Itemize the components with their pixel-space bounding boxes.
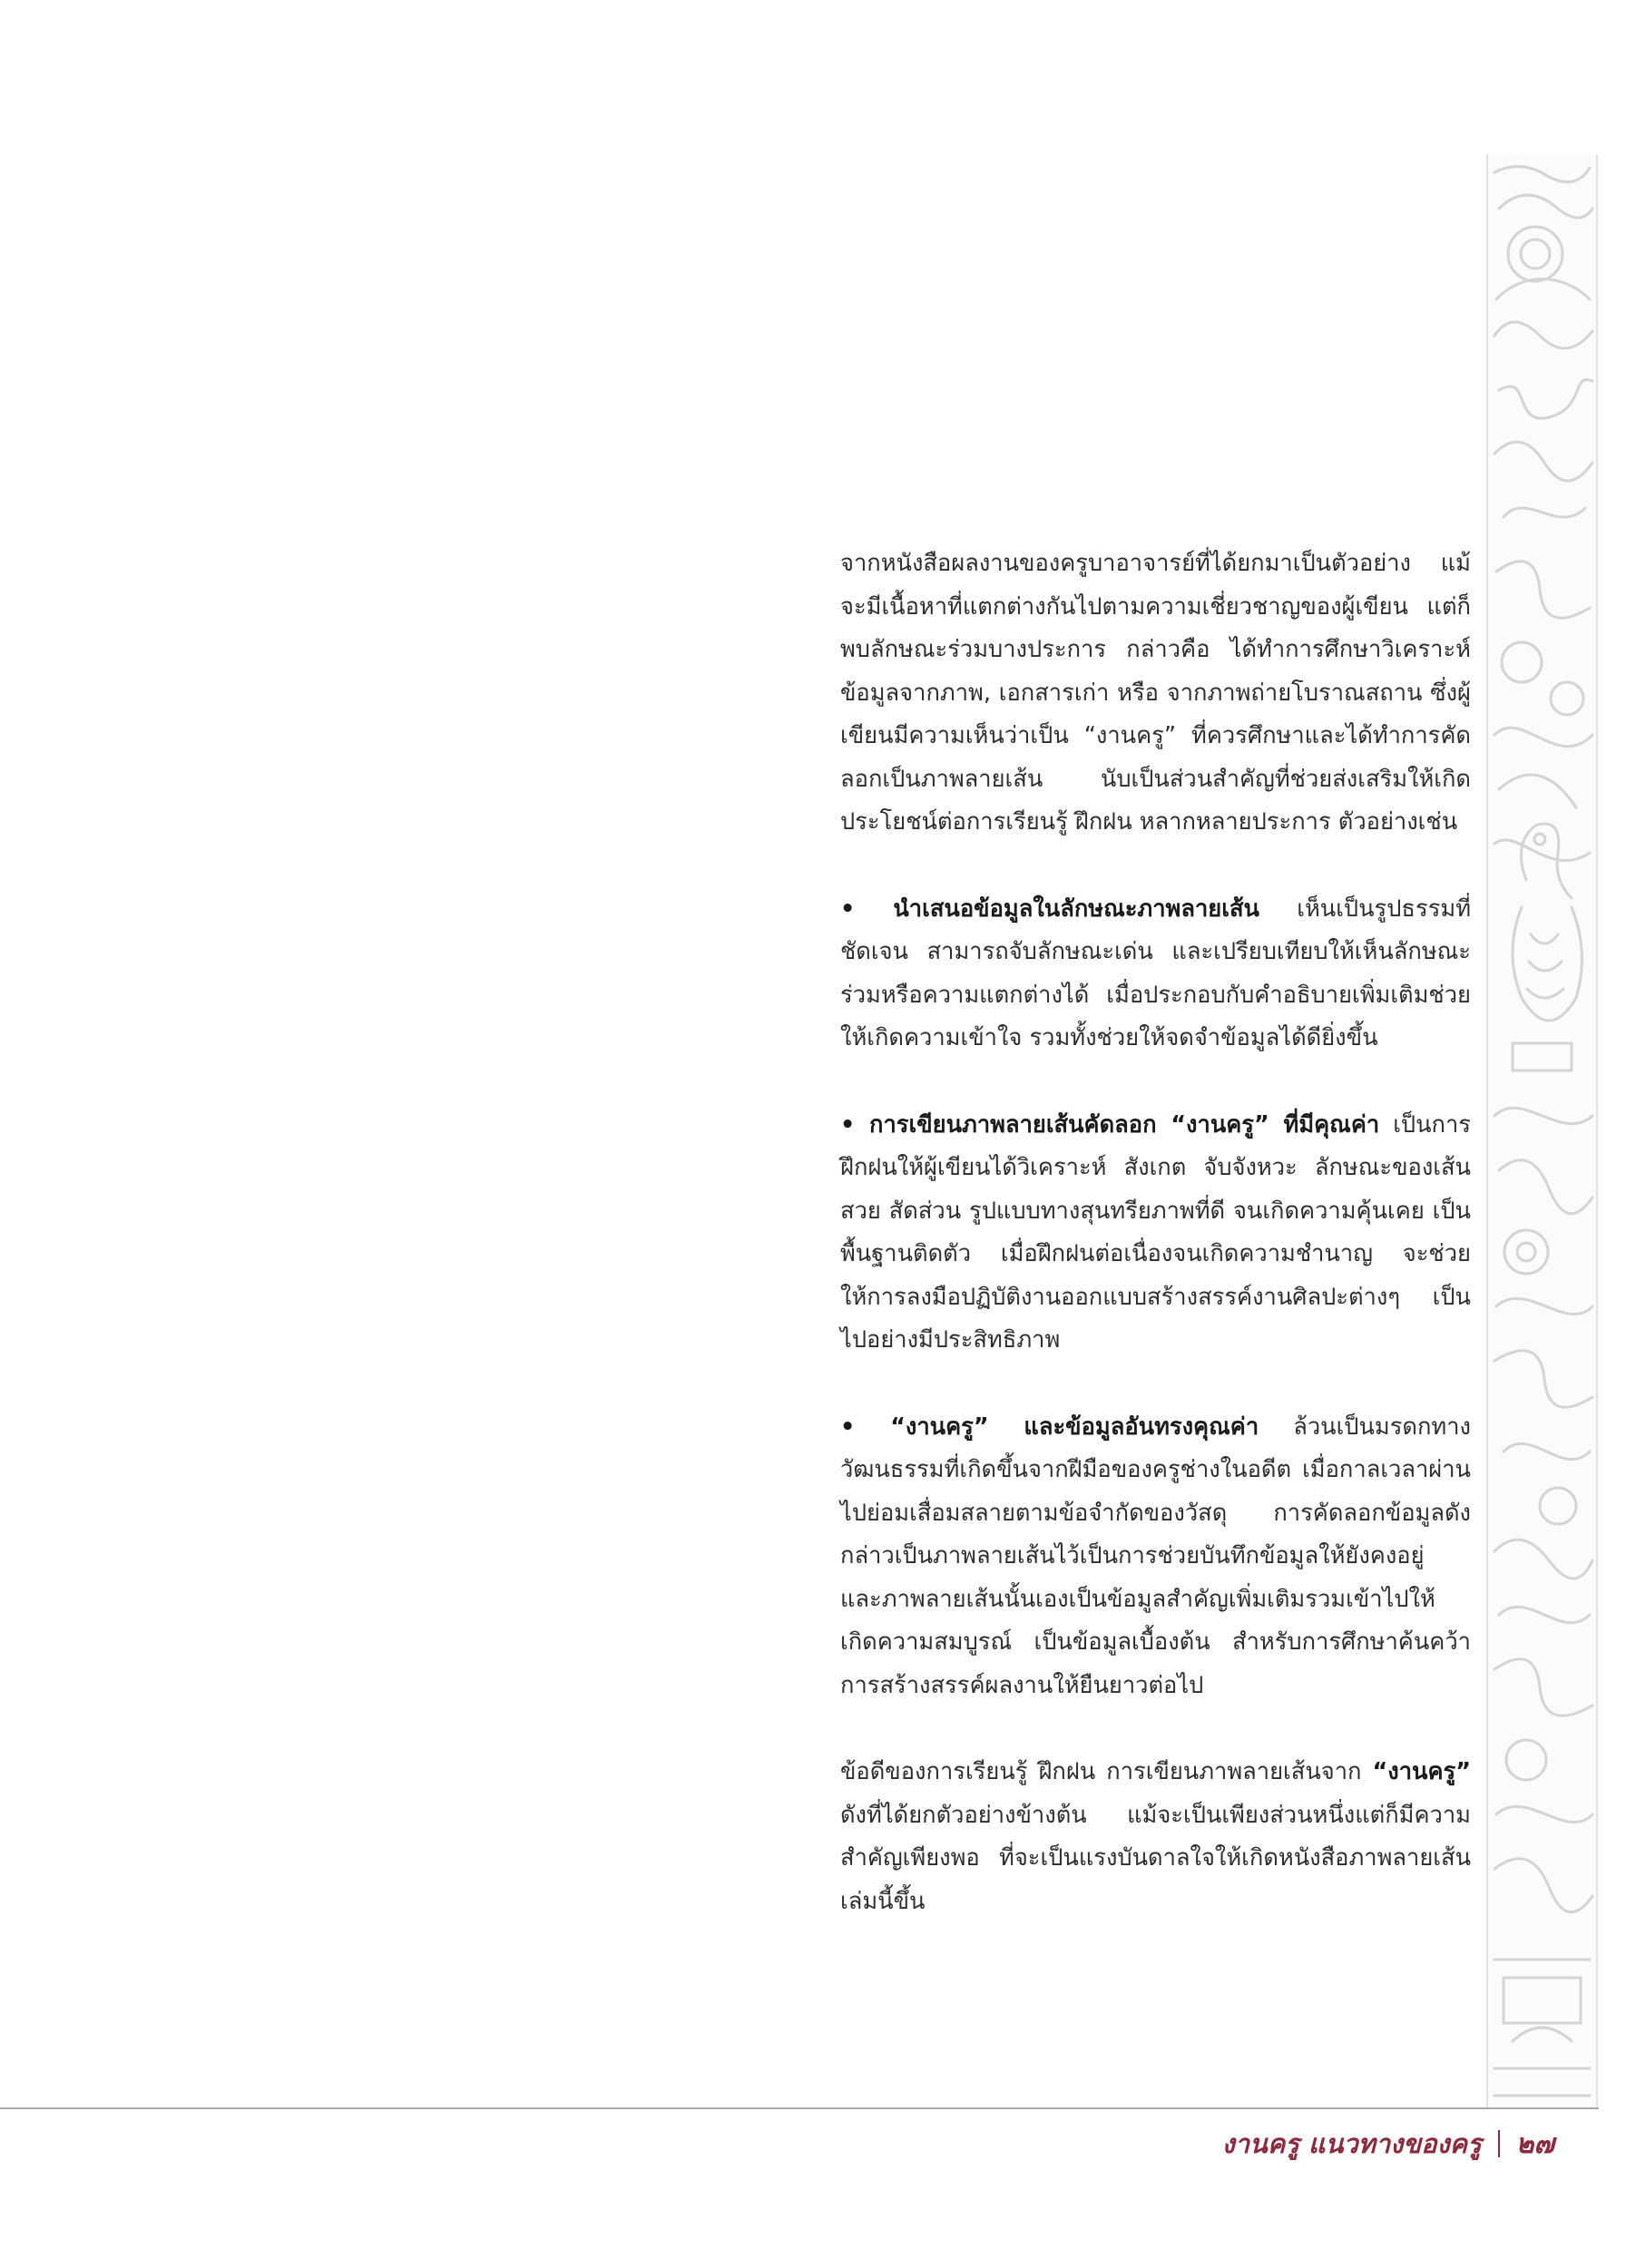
closing-emphasis: “งานครู”: [1372, 1758, 1471, 1785]
bullet-2-text: เป็นการฝึกฝนให้ผู้เขียนได้วิเคราะห์ สังเกต จับจังหวะ ลักษณะของเส้นสวย สัดส่วน รูปแบบทางสุนทรียภาพที่ดี จนเกิดความคุ้นเคย เป็นพื้นฐานติดตัว เมื่อฝึกฝนต่อเนื่องจนเกิดความชำนาญ จะช่วยให้การลงมือปฏิบัติงานออกแบบสร้างสรรค์งานศิลปะต่างๆ เป็นไปอย่างมีประสิทธิภาพ: [840, 1110, 1471, 1354]
intro-paragraph: [840, 543, 1471, 845]
closing-text: ข้อดีของการเรียนรู้ ฝึกฝน การเขียนภาพลายเส้นจาก: [840, 1758, 1373, 1785]
bullet-2-heading: • การเขียนภาพลายเส้นคัดลอก “งานครู” ที่มีคุณค่า: [840, 1110, 1380, 1139]
page-number: ๒๗: [1515, 2127, 1554, 2160]
book-title: งานครู แนวทางของครู: [1221, 2128, 1482, 2159]
closing-text-2: ดังที่ได้ยกตัวอย่างข้างต้น แม้จะเป็นเพียงส่วนหนึ่งแต่ก็มีความสำคัญเพียงพอ ที่จะเป็นแรงบันดาลใจให้เกิดหนังสือภาพลายเส้นเล่มนี้ขึ้น: [840, 1801, 1471, 1915]
closing-paragraph: [840, 1751, 1471, 1923]
bullet-paragraph-2: [840, 1104, 1471, 1363]
page-footer: [1222, 2116, 1554, 2171]
bullet-1-text: เห็นเป็นรูปธรรมที่ชัดเจน สามารถจับลักษณะเด่น และเปรียบเทียบให้เห็นลักษณะร่วมหรือความแตกต่างได้ เมื่อประกอบกับคำอธิบายเพิ่มเติมช่วยให้เกิดความเข้าใจ รวมทั้งช่วยให้จดจำข้อมูลได้ดียิ่งขึ้น: [840, 894, 1472, 1051]
footer-divider: [0, 2107, 1599, 2109]
bullet-paragraph-3: [840, 1406, 1471, 1708]
bullet-3-heading: • “งานครู” และข้อมูลอันทรงคุณค่า: [840, 1413, 1259, 1441]
bullet-1-heading: • นำเสนอข้อมูลในลักษณะภาพลายเส้น: [840, 894, 1259, 923]
bullet-3-text: ล้วนเป็นมรดกทางวัฒนธรรมที่เกิดขึ้นจากฝีมือของครูช่างในอดีต เมื่อกาลเวลาผ่านไปย่อมเสื่อมสลายตามข้อจำกัดของวัสดุ การคัดลอกข้อมูลดังกล่าวเป็นภาพลายเส้นไว้เป็นการช่วยบันทึกข้อมูลให้ยังคงอยู่ และภาพลายเส้นนั้นเองเป็นข้อมูลสำคัญเพิ่มเติมรวมเข้าไปให้เกิดความสมบูรณ์ เป็นข้อมูลเบื้องต้น สำหรับการศึกษาค้นคว้า การสร้างสรรค์ผลงานให้ยืนยาวต่อไป: [840, 1413, 1471, 1699]
body-text: [840, 543, 1471, 1923]
thai-ornament-border-icon: [1485, 154, 1599, 2109]
bullet-paragraph-1: [840, 888, 1471, 1061]
intro-text: จากหนังสือผลงานของครูบาอาจารย์ที่ได้ยกมาเป็นตัวอย่าง แม้จะมีเนื้อหาที่แตกต่างกันไปตามความเชี่ยวชาญของผู้เขียน แต่ก็พบลักษณะร่วมบางประการ กล่าวคือ ได้ทำการศึกษาวิเคราะห์ข้อมูลจากภาพ, เอกสารเก่า หรือ จากภาพถ่ายโบราณสถาน ซึ่งผู้เขียนมีความเห็นว่าเป็น “งานครู” ที่ควรศึกษาและได้ทำการคัดลอกเป็นภาพลายเส้น นับเป็นส่วนสำคัญที่ช่วยส่งเสริมให้เกิดประโยชน์ต่อการเรียนรู้ ฝึกฝน หลากหลายประการ ตัวอย่างเช่น: [840, 550, 1471, 836]
footer-separator: [1498, 2130, 1500, 2157]
